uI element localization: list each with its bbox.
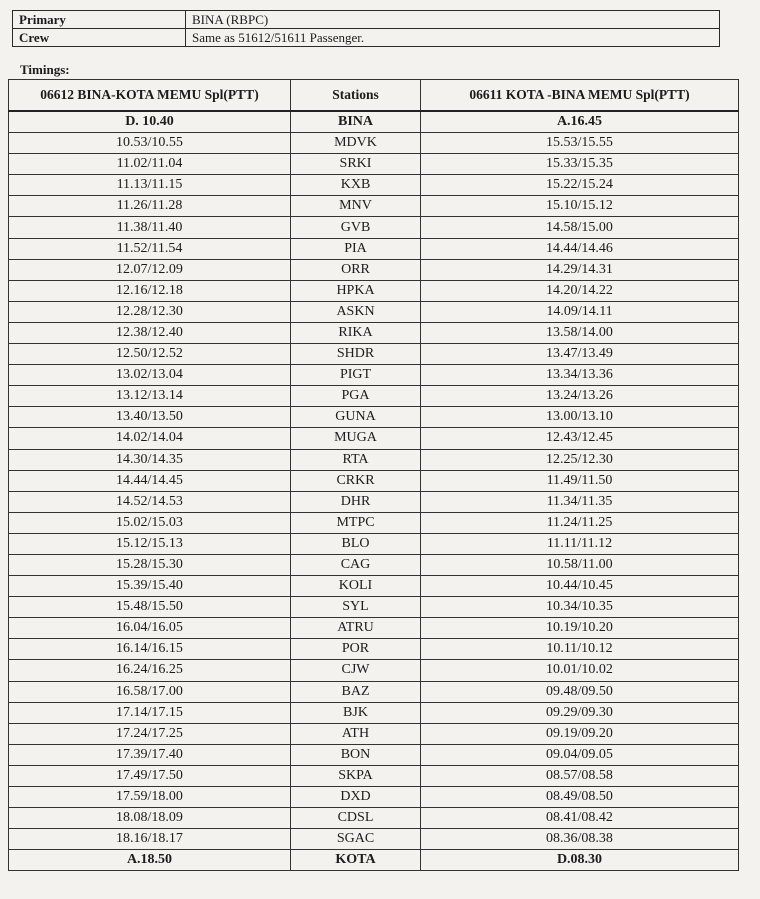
- bina-kota-time: 16.14/16.15: [9, 639, 291, 660]
- primary-label: Primary: [13, 11, 186, 29]
- bina-kota-time: 15.28/15.30: [9, 554, 291, 575]
- header-bina-kota: 06612 BINA-KOTA MEMU Spl(PTT): [9, 80, 291, 112]
- crew-value: Same as 51612/51611 Passenger.: [186, 29, 720, 47]
- table-row: [9, 512, 739, 533]
- station-code: POR: [291, 639, 421, 660]
- kota-bina-time: 15.10/15.12: [421, 196, 739, 217]
- station-code: CJW: [291, 660, 421, 681]
- kota-bina-time: 10.58/11.00: [421, 554, 739, 575]
- kota-bina-time: 11.49/11.50: [421, 470, 739, 491]
- station-code: DXD: [291, 787, 421, 808]
- station-code: ATH: [291, 723, 421, 744]
- table-row: [9, 597, 739, 618]
- crew-label: Crew: [13, 29, 186, 47]
- bina-kota-time: 15.39/15.40: [9, 576, 291, 597]
- bina-kota-time: 12.28/12.30: [9, 301, 291, 322]
- station-code: BAZ: [291, 681, 421, 702]
- station-code: BJK: [291, 702, 421, 723]
- table-row: [9, 365, 739, 386]
- station-code: SHDR: [291, 344, 421, 365]
- table-row: [9, 723, 739, 744]
- bina-kota-time: 15.48/15.50: [9, 597, 291, 618]
- kota-bina-time: 11.34/11.35: [421, 491, 739, 512]
- table-row: [9, 470, 739, 491]
- kota-bina-time: 09.19/09.20: [421, 723, 739, 744]
- kota-bina-time: 08.36/08.38: [421, 829, 739, 850]
- kota-bina-time: 09.04/09.05: [421, 744, 739, 765]
- bina-kota-time: D. 10.40: [9, 111, 291, 133]
- station-code: HPKA: [291, 280, 421, 301]
- table-row: [9, 175, 739, 196]
- kota-bina-time: 10.19/10.20: [421, 618, 739, 639]
- station-code: PIA: [291, 238, 421, 259]
- table-row: [9, 554, 739, 575]
- table-row: [9, 133, 739, 154]
- table-row: [9, 111, 739, 133]
- bina-kota-time: 10.53/10.55: [9, 133, 291, 154]
- kota-bina-time: 14.29/14.31: [421, 259, 739, 280]
- bina-kota-time: 17.49/17.50: [9, 765, 291, 786]
- table-row: [9, 259, 739, 280]
- bina-kota-time: 12.50/12.52: [9, 344, 291, 365]
- station-code: KXB: [291, 175, 421, 196]
- info-table: [12, 10, 720, 47]
- station-code: PIGT: [291, 365, 421, 386]
- kota-bina-time: 11.11/11.12: [421, 533, 739, 554]
- kota-bina-time: 10.11/10.12: [421, 639, 739, 660]
- station-code: SKPA: [291, 765, 421, 786]
- table-row: [9, 618, 739, 639]
- bina-kota-time: 16.58/17.00: [9, 681, 291, 702]
- kota-bina-time: 13.58/14.00: [421, 322, 739, 343]
- bina-kota-time: 16.04/16.05: [9, 618, 291, 639]
- kota-bina-time: 13.47/13.49: [421, 344, 739, 365]
- kota-bina-time: 10.34/10.35: [421, 597, 739, 618]
- station-code: CDSL: [291, 808, 421, 829]
- table-row: [9, 322, 739, 343]
- kota-bina-time: 08.41/08.42: [421, 808, 739, 829]
- kota-bina-time: 08.49/08.50: [421, 787, 739, 808]
- table-row: [9, 787, 739, 808]
- table-row: [9, 850, 739, 871]
- timetable: [8, 79, 739, 871]
- station-code: SGAC: [291, 829, 421, 850]
- bina-kota-time: 11.38/11.40: [9, 217, 291, 238]
- table-row: [9, 660, 739, 681]
- table-row: [9, 639, 739, 660]
- table-row: [9, 744, 739, 765]
- table-row: [9, 491, 739, 512]
- kota-bina-time: 14.20/14.22: [421, 280, 739, 301]
- bina-kota-time: 17.39/17.40: [9, 744, 291, 765]
- kota-bina-time: 08.57/08.58: [421, 765, 739, 786]
- kota-bina-time: 13.34/13.36: [421, 365, 739, 386]
- table-row: [9, 765, 739, 786]
- table-row: [9, 407, 739, 428]
- bina-kota-time: 14.30/14.35: [9, 449, 291, 470]
- bina-kota-time: 15.12/15.13: [9, 533, 291, 554]
- bina-kota-time: 18.08/18.09: [9, 808, 291, 829]
- station-code: RTA: [291, 449, 421, 470]
- station-code: KOLI: [291, 576, 421, 597]
- kota-bina-time: 15.33/15.35: [421, 154, 739, 175]
- bina-kota-time: 18.16/18.17: [9, 829, 291, 850]
- table-row: [9, 280, 739, 301]
- station-code: BINA: [291, 111, 421, 133]
- station-code: MDVK: [291, 133, 421, 154]
- table-row: [9, 702, 739, 723]
- timetable-header-row: [9, 80, 739, 112]
- station-code: BLO: [291, 533, 421, 554]
- bina-kota-time: 13.12/13.14: [9, 386, 291, 407]
- kota-bina-time: 11.24/11.25: [421, 512, 739, 533]
- table-row: [9, 154, 739, 175]
- bina-kota-time: 11.52/11.54: [9, 238, 291, 259]
- table-row: [9, 449, 739, 470]
- table-row: [9, 576, 739, 597]
- kota-bina-time: 10.44/10.45: [421, 576, 739, 597]
- timings-label: Timings:: [20, 62, 70, 77]
- station-code: MUGA: [291, 428, 421, 449]
- kota-bina-time: 14.58/15.00: [421, 217, 739, 238]
- station-code: RIKA: [291, 322, 421, 343]
- bina-kota-time: 14.52/14.53: [9, 491, 291, 512]
- bina-kota-time: 16.24/16.25: [9, 660, 291, 681]
- station-code: ATRU: [291, 618, 421, 639]
- table-row: [9, 217, 739, 238]
- bina-kota-time: 12.07/12.09: [9, 259, 291, 280]
- bina-kota-time: 15.02/15.03: [9, 512, 291, 533]
- kota-bina-time: 12.43/12.45: [421, 428, 739, 449]
- kota-bina-time: 13.00/13.10: [421, 407, 739, 428]
- kota-bina-time: A.16.45: [421, 111, 739, 133]
- station-code: ASKN: [291, 301, 421, 322]
- kota-bina-time: 09.48/09.50: [421, 681, 739, 702]
- bina-kota-time: 11.13/11.15: [9, 175, 291, 196]
- table-row: [9, 301, 739, 322]
- bina-kota-time: 17.59/18.00: [9, 787, 291, 808]
- primary-value: BINA (RBPC): [186, 11, 720, 29]
- table-row: [9, 428, 739, 449]
- kota-bina-time: 15.22/15.24: [421, 175, 739, 196]
- station-code: BON: [291, 744, 421, 765]
- table-row: [9, 386, 739, 407]
- bina-kota-time: 13.02/13.04: [9, 365, 291, 386]
- bina-kota-time: 11.02/11.04: [9, 154, 291, 175]
- bina-kota-time: 14.44/14.45: [9, 470, 291, 491]
- bina-kota-time: 13.40/13.50: [9, 407, 291, 428]
- station-code: SRKI: [291, 154, 421, 175]
- bina-kota-time: 11.26/11.28: [9, 196, 291, 217]
- table-row: [9, 533, 739, 554]
- primary-row: [13, 11, 720, 29]
- station-code: DHR: [291, 491, 421, 512]
- header-stations: Stations: [291, 80, 421, 112]
- station-code: GVB: [291, 217, 421, 238]
- table-row: [9, 681, 739, 702]
- header-kota-bina: 06611 KOTA -BINA MEMU Spl(PTT): [421, 80, 739, 112]
- kota-bina-time: 13.24/13.26: [421, 386, 739, 407]
- kota-bina-time: 09.29/09.30: [421, 702, 739, 723]
- table-row: [9, 344, 739, 365]
- crew-row: [13, 29, 720, 47]
- station-code: MTPC: [291, 512, 421, 533]
- timetable-body: [9, 111, 739, 871]
- kota-bina-time: 10.01/10.02: [421, 660, 739, 681]
- kota-bina-time: 12.25/12.30: [421, 449, 739, 470]
- station-code: CAG: [291, 554, 421, 575]
- table-row: [9, 238, 739, 259]
- station-code: PGA: [291, 386, 421, 407]
- station-code: CRKR: [291, 470, 421, 491]
- kota-bina-time: 15.53/15.55: [421, 133, 739, 154]
- bina-kota-time: 12.38/12.40: [9, 322, 291, 343]
- bina-kota-time: A.18.50: [9, 850, 291, 871]
- table-row: [9, 808, 739, 829]
- bina-kota-time: 12.16/12.18: [9, 280, 291, 301]
- table-row: [9, 196, 739, 217]
- station-code: GUNA: [291, 407, 421, 428]
- station-code: ORR: [291, 259, 421, 280]
- station-code: SYL: [291, 597, 421, 618]
- bina-kota-time: 17.24/17.25: [9, 723, 291, 744]
- station-code: MNV: [291, 196, 421, 217]
- kota-bina-time: 14.44/14.46: [421, 238, 739, 259]
- table-row: [9, 829, 739, 850]
- station-code: KOTA: [291, 850, 421, 871]
- bina-kota-time: 14.02/14.04: [9, 428, 291, 449]
- bina-kota-time: 17.14/17.15: [9, 702, 291, 723]
- kota-bina-time: 14.09/14.11: [421, 301, 739, 322]
- kota-bina-time: D.08.30: [421, 850, 739, 871]
